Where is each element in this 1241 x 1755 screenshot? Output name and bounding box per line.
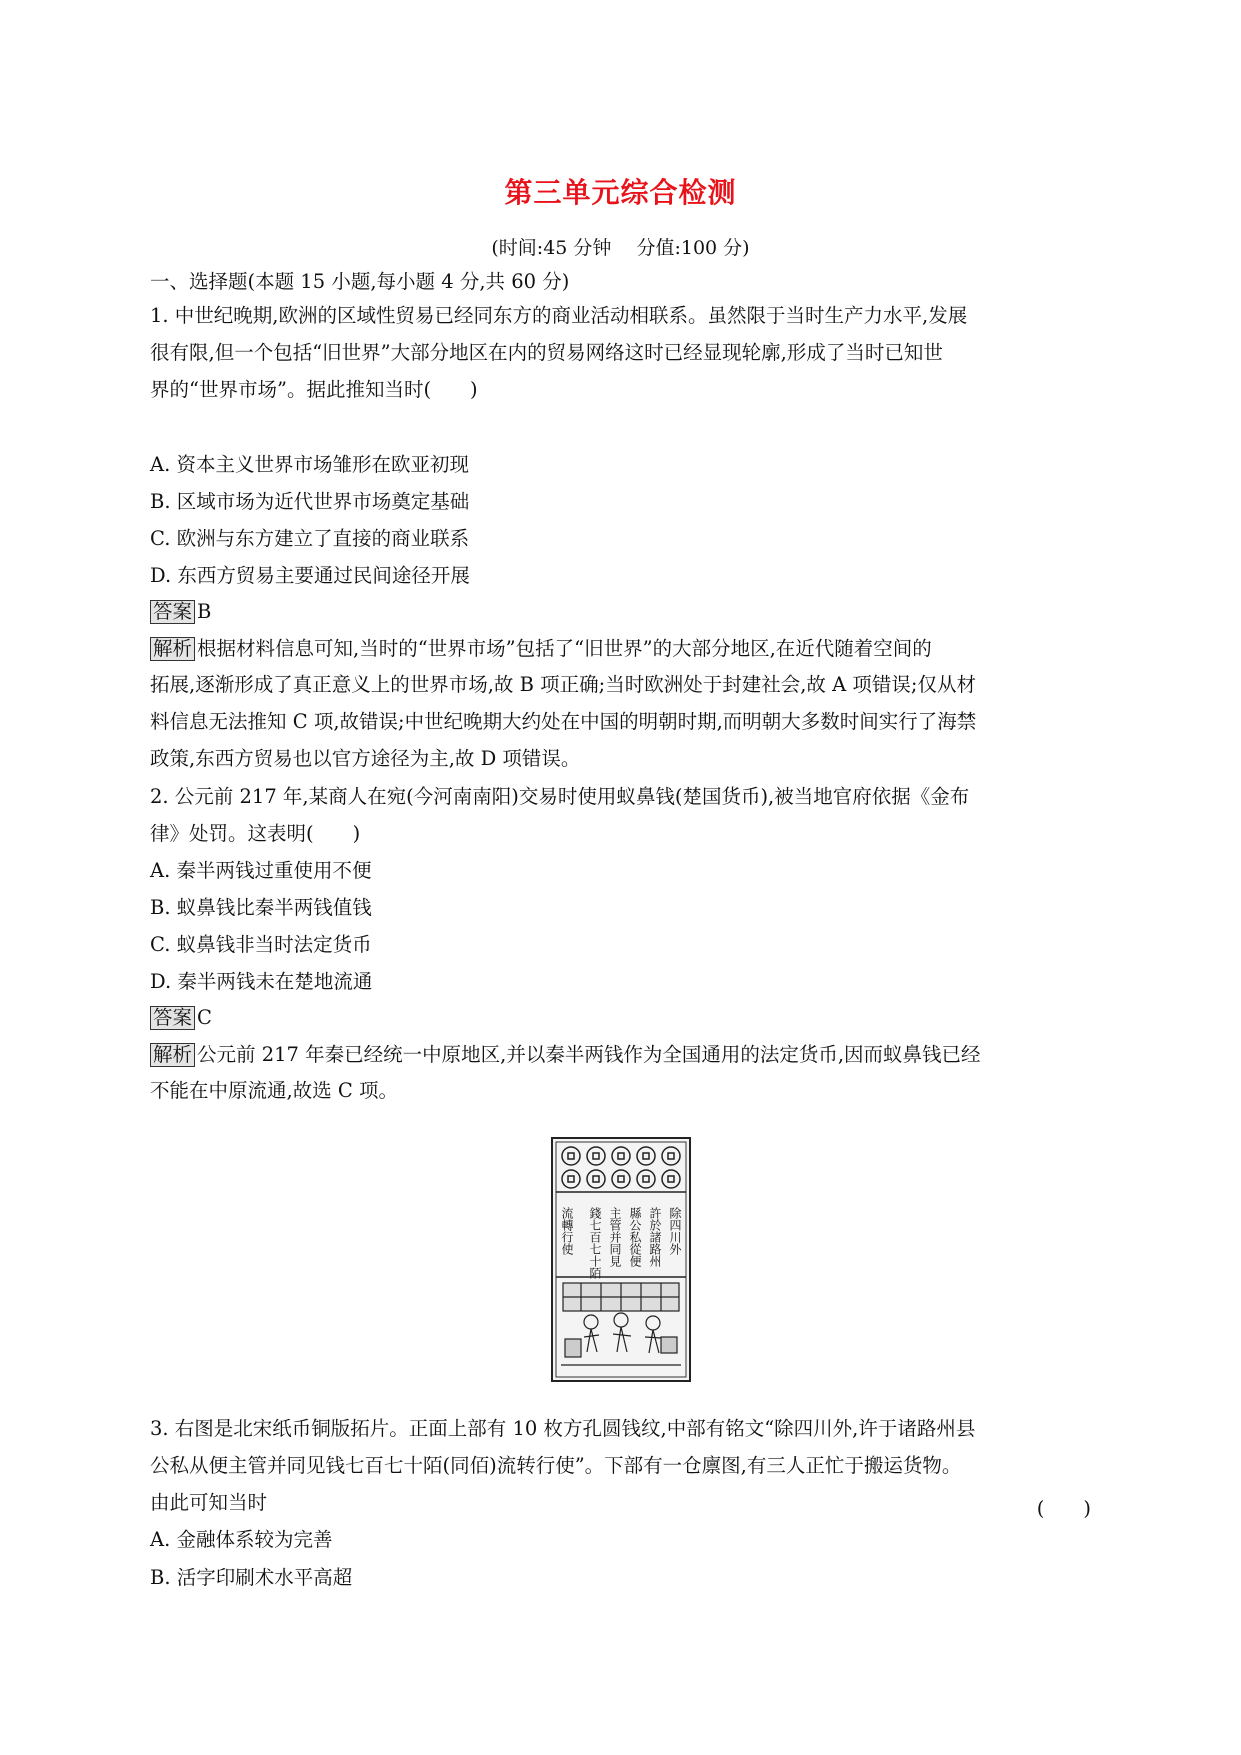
- q2-option-a[interactable]: A. 秦半两钱过重使用不便: [150, 859, 372, 882]
- q1-option-a[interactable]: A. 资本主义世界市场雏形在欧亚初现: [150, 453, 469, 476]
- figure-inscription: 主管并同見: [608, 1207, 622, 1267]
- figure-inscription: 許於諸路州: [648, 1207, 662, 1267]
- analysis-line: 拓展,逐渐形成了真正意义上的世界市场,故 B 项正确;当时欧洲处于封建社会,故 A 项错误;仅从材: [150, 673, 976, 696]
- answer-value: C: [197, 1006, 212, 1029]
- q3-line: 公私从便主管并同见钱七百七十陌(同佰)流转行使”。下部有一仓廪图,有三人正忙于搬运货物。: [150, 1454, 962, 1477]
- q1-answer: [150, 600, 211, 624]
- q3-line: 由此可知当时: [150, 1491, 268, 1514]
- analysis-line: 政策,东西方贸易也以官方途径为主,故 D 项错误。: [150, 747, 581, 770]
- answer-tag: 答案: [150, 600, 195, 624]
- figure-inscription: 除四川外: [668, 1207, 682, 1255]
- q2-line: 律》处罚。这表明( ): [150, 822, 361, 845]
- analysis-tag: 解析: [150, 637, 195, 661]
- analysis-tag: 解析: [150, 1043, 195, 1067]
- q2-line: 2. 公元前 217 年,某商人在宛(今河南南阳)交易时使用蚁鼻钱(楚国货币),被当地官府依据《金布: [150, 785, 970, 808]
- analysis-line: 料信息无法推知 C 项,故错误;中世纪晚期大约处在中国的明朝时期,而明朝大多数时间实行了海禁: [150, 710, 977, 733]
- analysis-line: 根据材料信息可知,当时的“世界市场”包括了“旧世界”的大部分地区,在近代随着空间的: [197, 637, 932, 660]
- q3-line: 3. 右图是北宋纸币铜版拓片。正面上部有 10 枚方孔圆钱纹,中部有铭文“除四川外,许于诸路州县: [150, 1417, 976, 1440]
- q1-line: 很有限,但一个包括“旧世界”大部分地区在内的贸易网络这时已经显现轮廓,形成了当时已知世: [150, 341, 943, 364]
- q3-option-a[interactable]: A. 金融体系较为完善: [150, 1528, 333, 1551]
- figure-inscription: 縣公私從便: [628, 1207, 642, 1267]
- q1-option-b[interactable]: B. 区域市场为近代世界市场奠定基础: [150, 490, 470, 513]
- answer-value: B: [197, 600, 212, 623]
- figure-inscription: 錢七百七十陌: [588, 1207, 602, 1279]
- q3-option-b[interactable]: B. 活字印刷术水平高超: [150, 1566, 353, 1589]
- analysis-line: 不能在中原流通,故选 C 项。: [150, 1079, 399, 1102]
- answer-tag: 答案: [150, 1006, 195, 1030]
- q3-answer-blank[interactable]: ( ): [1036, 1497, 1091, 1520]
- figure-inscription: 流轉行使: [560, 1207, 574, 1255]
- q1-line: 1. 中世纪晚期,欧洲的区域性贸易已经同东方的商业活动相联系。虽然限于当时生产力水平,发展: [150, 304, 968, 327]
- page-title: 第三单元综合检测: [504, 176, 737, 209]
- banknote-rubbing-image: [551, 1137, 691, 1382]
- q1-line: 界的“世界市场”。据此推知当时( ): [150, 378, 478, 401]
- q2-option-c[interactable]: C. 蚁鼻钱非当时法定货币: [150, 933, 372, 956]
- section-heading: 一、选择题(本题 15 小题,每小题 4 分,共 60 分): [150, 270, 570, 293]
- exam-meta: (时间:45 分钟 分值:100 分): [491, 237, 750, 259]
- q2-option-d[interactable]: D. 秦半两钱未在楚地流通: [150, 970, 373, 993]
- q1-analysis: [150, 637, 932, 661]
- q2-analysis: [150, 1043, 981, 1067]
- q2-answer: [150, 1006, 212, 1030]
- q1-option-c[interactable]: C. 欧洲与东方建立了直接的商业联系: [150, 527, 470, 550]
- analysis-line: 公元前 217 年秦已经统一中原地区,并以秦半两钱作为全国通用的法定货币,因而蚁鼻钱已经: [197, 1043, 981, 1066]
- q1-option-d[interactable]: D. 东西方贸易主要通过民间途径开展: [150, 564, 470, 587]
- q2-option-b[interactable]: B. 蚁鼻钱比秦半两钱值钱: [150, 896, 372, 919]
